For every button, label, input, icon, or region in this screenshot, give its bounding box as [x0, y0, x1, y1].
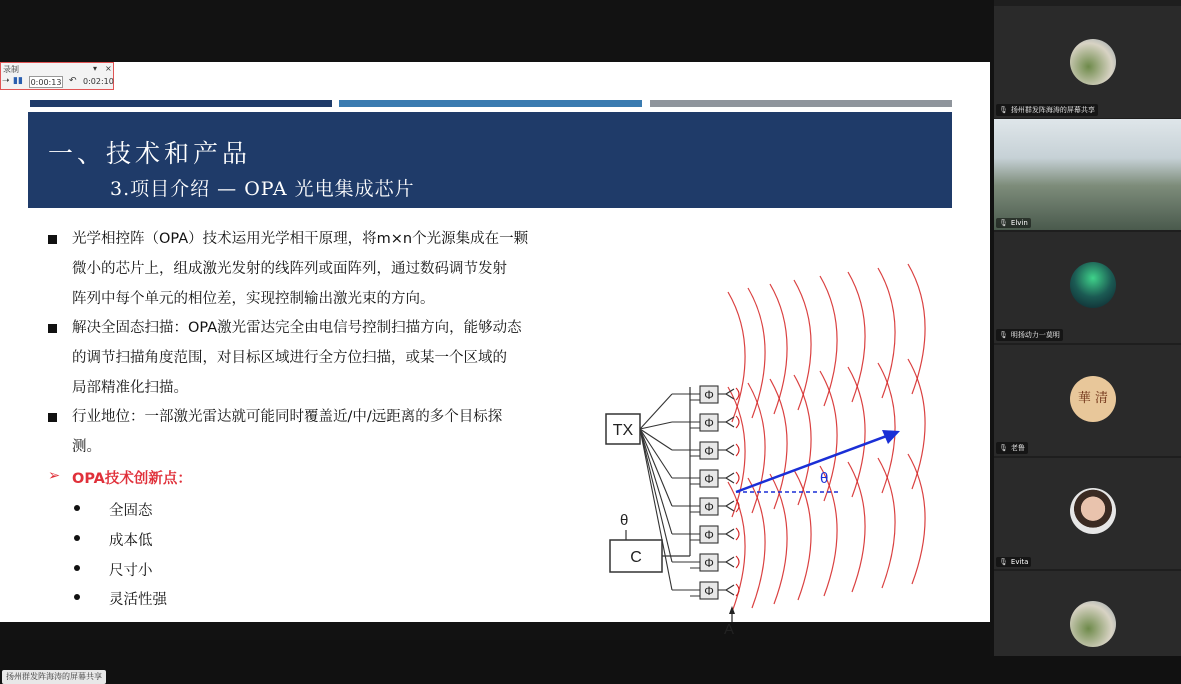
- wavefront-arc: [878, 458, 895, 588]
- participant-name: Elvin: [1010, 219, 1028, 227]
- slide-title-band: [28, 112, 952, 208]
- participant-name: 老鲁: [1010, 444, 1025, 452]
- total-time: 0:02:10: [83, 77, 114, 86]
- calligraphy-avatar: 華 清: [1070, 376, 1116, 422]
- small-wave: [736, 388, 739, 400]
- wavefront-arc: [848, 367, 865, 497]
- recording-title: 录制: [3, 65, 19, 74]
- mic-icon: 🎙: [999, 106, 1008, 114]
- feed-line: [640, 394, 672, 429]
- participant-tile[interactable]: [994, 119, 1181, 230]
- wavefront-arc: [794, 375, 811, 505]
- wavefront-arc: [794, 280, 811, 410]
- close-icon[interactable]: ×: [105, 64, 112, 73]
- phase-symbol: Φ: [704, 528, 714, 542]
- chevron-down-icon[interactable]: ▾: [93, 64, 98, 73]
- controller-label: C: [630, 549, 642, 566]
- wavefront-arc: [770, 379, 787, 509]
- wavefront-arc: [770, 284, 787, 414]
- recording-toolbar: [0, 62, 114, 90]
- emitter-antenna-icon: [726, 501, 734, 511]
- feed-line: [640, 429, 672, 534]
- phase-symbol: Φ: [704, 416, 714, 430]
- participant-tile[interactable]: [994, 232, 1181, 343]
- bullet-line: 行业地位：一部激光雷达就可能同时覆盖近/中/远距离的多个目标探: [72, 409, 503, 425]
- wavefront-arc: [748, 383, 765, 513]
- theta-input-label: θ: [620, 512, 629, 529]
- sharer-label: [2, 670, 106, 684]
- wavefront-arc: [770, 474, 787, 604]
- participant-label: [996, 218, 1031, 228]
- square-bullet-icon: [48, 235, 57, 244]
- innovation-text: 尺寸小: [109, 563, 153, 579]
- participant-name: Evita: [1010, 558, 1029, 566]
- phase-symbol: Φ: [704, 500, 714, 514]
- wavefront-arc: [820, 276, 837, 406]
- innovation-text: 灵活性强: [109, 592, 167, 608]
- wavefront-arc: [748, 478, 765, 608]
- wavefront-arc: [748, 288, 765, 418]
- phase-symbol: Φ: [704, 556, 714, 570]
- emitter-antenna-icon: [726, 557, 734, 567]
- participant-name: 明扬动力一莫明: [1010, 331, 1060, 339]
- participant-tile[interactable]: [994, 345, 1181, 456]
- bullet-line: 局部精准化扫描。: [72, 380, 188, 396]
- phase-symbol: Φ: [704, 472, 714, 486]
- bullet-line: 的调节扫描角度范围，对目标区域进行全方位扫描，或某一个区域的: [72, 350, 507, 366]
- wavefront-arc: [908, 264, 925, 394]
- bullet-line: 解决全固态扫描：OPA激光雷达完全由电信号控制扫描方向，能够动态: [72, 320, 522, 336]
- accent-bar-3: [650, 100, 952, 107]
- aurora-avatar: [1070, 262, 1116, 308]
- participant-name: 扬州群发阵海涛的屏幕共享: [1010, 106, 1095, 114]
- shared-screen: [0, 62, 990, 681]
- bullet-line: 阵列中每个单元的相位差，实现控制输出激光束的方向。: [72, 291, 435, 307]
- bullet-line: 光学相控阵（OPA）技术运用光学相干原理，将m×n个光源集成在一颗: [72, 231, 529, 247]
- elapsed-time: 0:00:13: [30, 78, 62, 87]
- small-wave: [736, 584, 739, 596]
- tx-label: TX: [612, 422, 634, 439]
- small-wave: [736, 500, 739, 512]
- square-bullet-icon: [48, 413, 57, 422]
- beam-arrow: [736, 434, 892, 492]
- wavefront-arc: [908, 454, 925, 584]
- participant-panel: [994, 0, 1181, 656]
- square-bullet-icon: [48, 324, 57, 333]
- wavefront-arc: [878, 363, 895, 493]
- sharer-label-text: 扬州群发阵海涛的屏幕共享: [6, 672, 102, 681]
- accent-bar-2: [339, 100, 642, 107]
- mic-icon: 🎙: [999, 558, 1008, 566]
- slide-subtitle: 3.项目介绍 — OPA 光电集成芯片: [110, 178, 415, 200]
- dot-bullet-icon: [74, 565, 80, 571]
- opa-diagram: [600, 222, 940, 638]
- dot-bullet-icon: [74, 505, 80, 511]
- wavefront-arc: [794, 470, 811, 600]
- bottom-strip: [0, 640, 990, 656]
- woman-portrait-avatar: [1070, 488, 1116, 534]
- participant-label: [996, 442, 1028, 454]
- wavefront-arc: [908, 359, 925, 489]
- undo-icon[interactable]: ↶: [69, 76, 77, 86]
- emitter-antenna-icon: [726, 529, 734, 539]
- emitter-antenna-icon: [726, 473, 734, 483]
- wavefront-arc: [848, 272, 865, 402]
- bullet-line: 测。: [72, 439, 101, 455]
- a-label: A: [724, 621, 735, 638]
- emitter-antenna-icon: [726, 445, 734, 455]
- landscape-avatar: [1070, 601, 1116, 647]
- small-wave: [736, 556, 739, 568]
- dot-bullet-icon: [74, 535, 80, 541]
- phase-symbol: Φ: [704, 444, 714, 458]
- wavefronts: [728, 264, 925, 612]
- accent-bar-1: [30, 100, 332, 107]
- small-wave: [736, 416, 739, 428]
- bullet-line: 微小的芯片上，组成激光发射的线阵列或面阵列，通过数码调节发射: [72, 261, 507, 277]
- mic-icon: 🎙: [999, 219, 1008, 227]
- participant-tile[interactable]: [994, 6, 1181, 118]
- small-wave: [736, 528, 739, 540]
- phase-shifters: [700, 386, 734, 599]
- innovation-text: 成本低: [109, 533, 153, 549]
- wavefront-arc: [848, 462, 865, 592]
- small-wave: [736, 444, 739, 456]
- arrow-bullet-icon: ➢: [48, 468, 61, 484]
- small-wave: [736, 472, 739, 484]
- pause-icon[interactable]: ▮▮: [13, 76, 23, 86]
- innovation-heading-text: OPA技术创新点：: [72, 471, 192, 487]
- mic-icon: 🎙: [999, 444, 1008, 452]
- beam-angle-label: θ: [820, 470, 829, 487]
- participant-label: [996, 329, 1063, 341]
- participant-tile[interactable]: [994, 571, 1181, 656]
- emitter-antenna-icon: [726, 585, 734, 595]
- innovation-text: 全固态: [109, 503, 153, 519]
- forward-icon[interactable]: ➝: [2, 76, 10, 86]
- wavefront-arc: [728, 292, 745, 422]
- landscape-avatar: [1070, 39, 1116, 85]
- wavefront-arc: [728, 387, 745, 517]
- slide-title: 一、技术和产品: [48, 139, 252, 168]
- phase-symbol: Φ: [704, 584, 714, 598]
- participant-label: [996, 557, 1031, 567]
- dot-bullet-icon: [74, 594, 80, 600]
- phase-symbol: Φ: [704, 388, 714, 402]
- mic-icon: 🎙: [999, 331, 1008, 339]
- participant-label: [996, 104, 1098, 116]
- wavefront-arc: [878, 268, 895, 398]
- participant-tile[interactable]: [994, 458, 1181, 569]
